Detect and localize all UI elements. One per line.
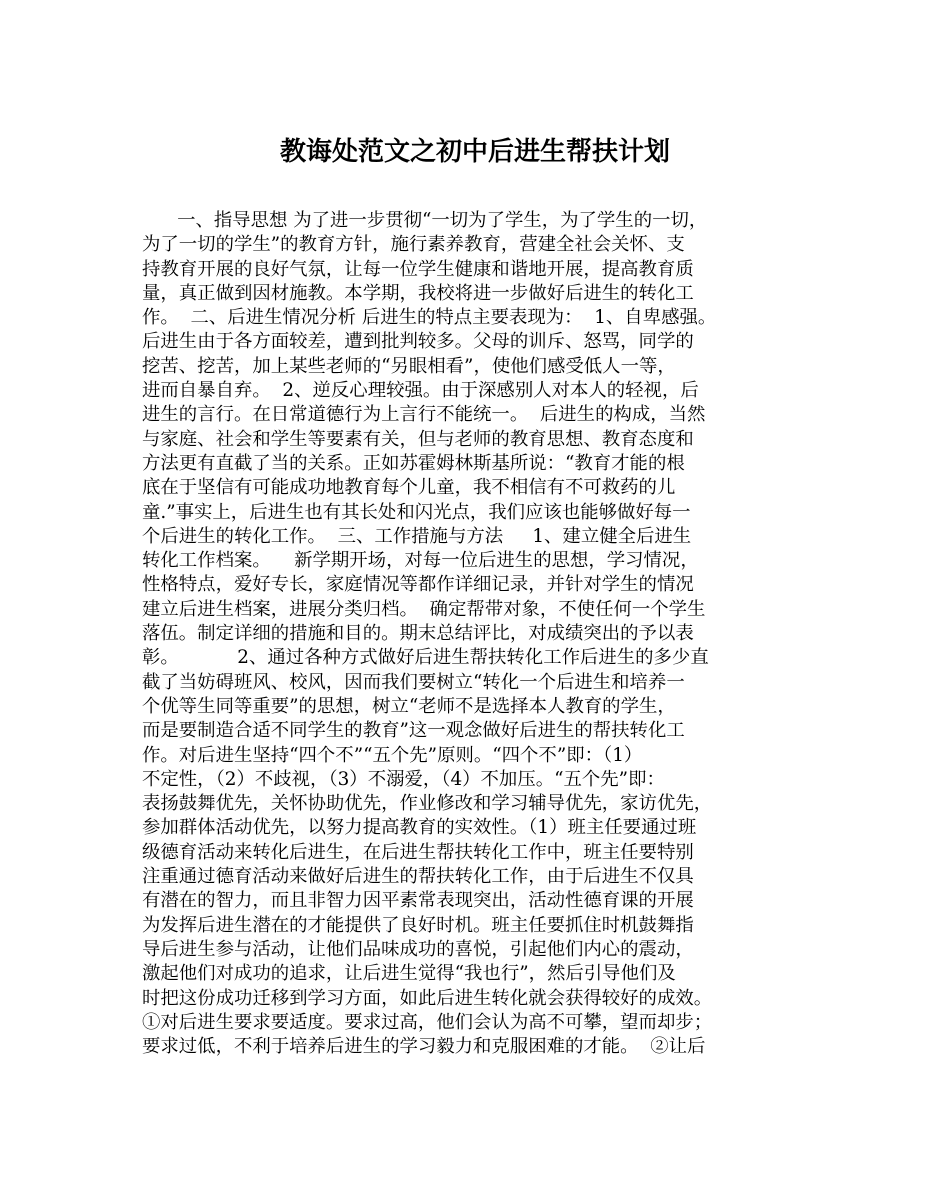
body-text-line: 级德育活动来转化后进生，在后进生帮扶转化工作中，班主任要特别 — [142, 841, 694, 863]
body-text-line: 后进生由于各方面较差，遭到批判较多。父母的训斥、怒骂，同学的 — [142, 331, 694, 353]
document-body — [142, 209, 822, 1059]
body-text-line: 进生的言行。在日常道德行为上言行不能统一。 后进生的构成，当然 — [142, 404, 706, 426]
body-text-line: 要求过低，不利于培养后进生的学习毅力和克服困难的才能。 ②让后 — [142, 1036, 706, 1058]
body-text-line: 方法更有直截了当的关系。正如苏霍姆林斯基所说：“教育才能的根 — [142, 452, 685, 474]
body-text-line: 截了当妨碍班风、校风，因而我们要树立“转化一个后进生和培养一 — [142, 671, 685, 693]
body-text-line: 落伍。制定详细的措施和目的。期末总结评比，对成绩突出的予以表 — [142, 623, 694, 645]
body-text-line: 持教育开展的良好气氛，让每一位学生健康和谐地开展，提高教育质 — [142, 258, 694, 280]
body-text-line: 童.”事实上，后进生也有其长处和闪光点，我们应该也能够做好每一 — [142, 501, 691, 523]
body-text-line: 为发挥后进生潜在的才能提供了良好时机。班主任要抓住时机鼓舞指 — [142, 914, 694, 936]
body-text-line: 个后进生的转化工作。 三、工作措施与方法 1、建立健全后进生 — [142, 525, 692, 547]
body-text-line: 为了一切的学生”的教育方针，施行素养教育，营建全社会关怀、支 — [142, 234, 685, 256]
body-text-line: 时把这份成功迁移到学习方面，如此后进生转化就会获得较好的成效。 — [142, 987, 713, 1009]
body-text-line: 量，真正做到因材施教。本学期，我校将进一步做好后进生的转化工 — [142, 282, 694, 304]
body-text-line: 彰。 2、通过各种方式做好后进生帮扶转化工作后进生的多少直 — [142, 647, 709, 669]
body-text-line: 与家庭、社会和学生等要素有关，但与老师的教育思想、教育态度和 — [142, 428, 694, 450]
body-text-line: ①对后进生要求要适度。要求过高，他们会认为高不可攀，望而却步； — [142, 1011, 713, 1033]
body-text-line: 而是要制造合适不同学生的教育”这一观念做好后进生的帮扶转化工 — [142, 720, 685, 742]
body-text-line: 进而自暴自弃。 2、逆反心理较强。由于深感别人对本人的轻视，后 — [142, 380, 699, 402]
body-text-line: 个优等生同等重要”的思想，树立“老师不是选择本人教育的学生， — [142, 695, 676, 717]
body-text-line: 转化工作档案。 新学期开场，对每一位后进生的思想，学习情况， — [142, 550, 699, 572]
body-text-line: 不定性，（2）不歧视，（3）不溺爱，（4）不加压。“五个先”即： — [142, 768, 665, 790]
body-text-line: 激起他们对成功的追求，让后进生觉得“我也行”，然后引导他们及 — [142, 963, 676, 985]
body-text-line: 性格特点，爱好专长，家庭情况等都作详细记录，并针对学生的情况 — [142, 574, 694, 596]
body-text-line: 参加群体活动优先，以努力提高教育的实效性。（1）班主任要通过班 — [142, 817, 697, 839]
body-text-line: 作。 二、后进生情况分析 后进生的特点主要表现为： 1、自卑感强。 — [142, 307, 717, 329]
body-text-line: 有潜在的智力，而且非智力因平素常表现突出，活动性德育课的开展 — [142, 890, 694, 912]
body-text-line: 表扬鼓舞优先，关怀协助优先，作业修改和学习辅导优先，家访优先， — [142, 793, 713, 815]
body-text-line: 一、指导思想 为了进一步贯彻“一切为了学生，为了学生的一切， — [142, 210, 708, 231]
body-text-line: 导后进生参与活动，让他们品味成功的喜悦，引起他们内心的震动， — [142, 938, 694, 960]
body-text-line: 挖苦、挖苦，加上某些老师的“另眼相看”，使他们感受低人一等， — [142, 355, 676, 377]
body-text-line: 底在于坚信有可能成功地教育每个儿童，我不相信有不可救药的儿 — [142, 477, 676, 499]
body-text-line: 作。对后进生坚持“四个不”“五个先”原则。“四个不”即：（1） — [142, 744, 643, 766]
body-text-line: 注重通过德育活动来做好后进生的帮扶转化工作，由于后进生不仅具 — [142, 866, 694, 888]
document-title: 教诲处范文之初中后进生帮扶计划 — [279, 137, 670, 167]
body-text-line: 建立后进生档案，进展分类归档。 确定帮带对象，不使任何一个学生 — [142, 598, 706, 620]
